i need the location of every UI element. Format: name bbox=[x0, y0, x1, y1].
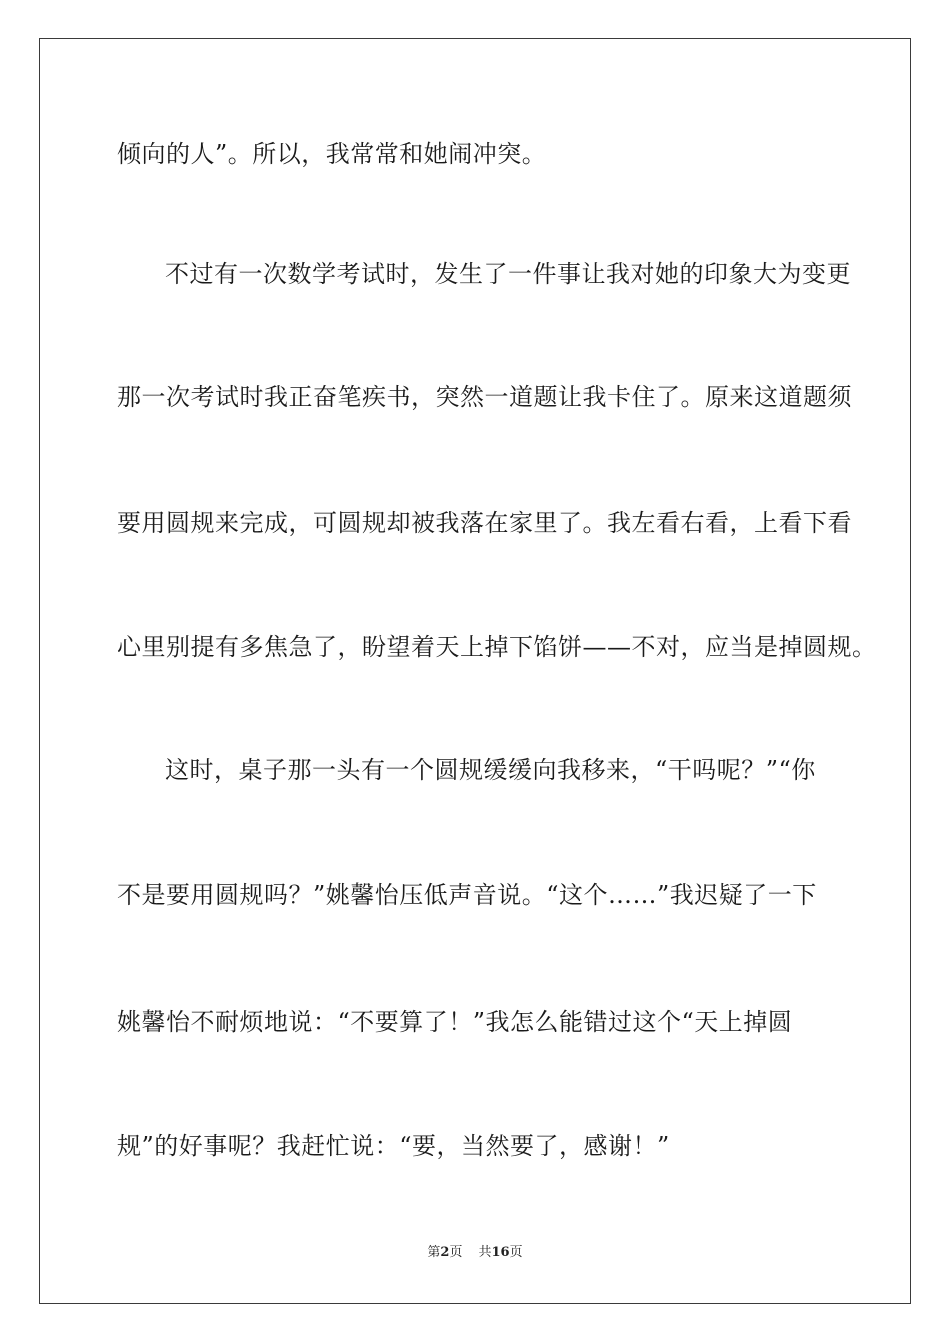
text-line-7: 不是要用圆规吗？”姚馨怡压低声音说。“这个……”我迟疑了一下 bbox=[117, 881, 817, 909]
text-line-6: 这时，桌子那一头有一个圆规缓缓向我移来，“干吗呢？”“你 bbox=[165, 756, 816, 784]
page-number: 2 bbox=[440, 1245, 450, 1260]
page-suffix: 页 bbox=[449, 1245, 463, 1260]
text-line-5: 心里别提有多焦急了，盼望着天上掉下馅饼——不对，应当是掉圆规。 bbox=[117, 633, 877, 661]
text-line-1: 倾向的人”。所以，我常常和她闹冲突。 bbox=[117, 140, 547, 168]
page-footer bbox=[0, 1244, 950, 1262]
total-prefix: 共 bbox=[478, 1245, 492, 1260]
text-line-3: 那一次考试时我正奋笔疾书，突然一道题让我卡住了。原来这道题须 bbox=[117, 383, 852, 411]
page-prefix: 第 bbox=[427, 1245, 441, 1260]
text-line-4: 要用圆规来完成，可圆规却被我落在家里了。我左看右看，上看下看 bbox=[117, 509, 852, 537]
text-line-8: 姚馨怡不耐烦地说：“不要算了！”我怎么能错过这个“天上掉圆 bbox=[117, 1008, 793, 1036]
page-border bbox=[39, 38, 911, 1304]
total-suffix: 页 bbox=[509, 1245, 523, 1260]
text-line-2: 不过有一次数学考试时，发生了一件事让我对她的印象大为变更 bbox=[165, 260, 851, 288]
total-pages: 16 bbox=[491, 1245, 510, 1260]
text-line-9: 规”的好事呢？我赶忙说：“要，当然要了，感谢！” bbox=[117, 1132, 670, 1160]
